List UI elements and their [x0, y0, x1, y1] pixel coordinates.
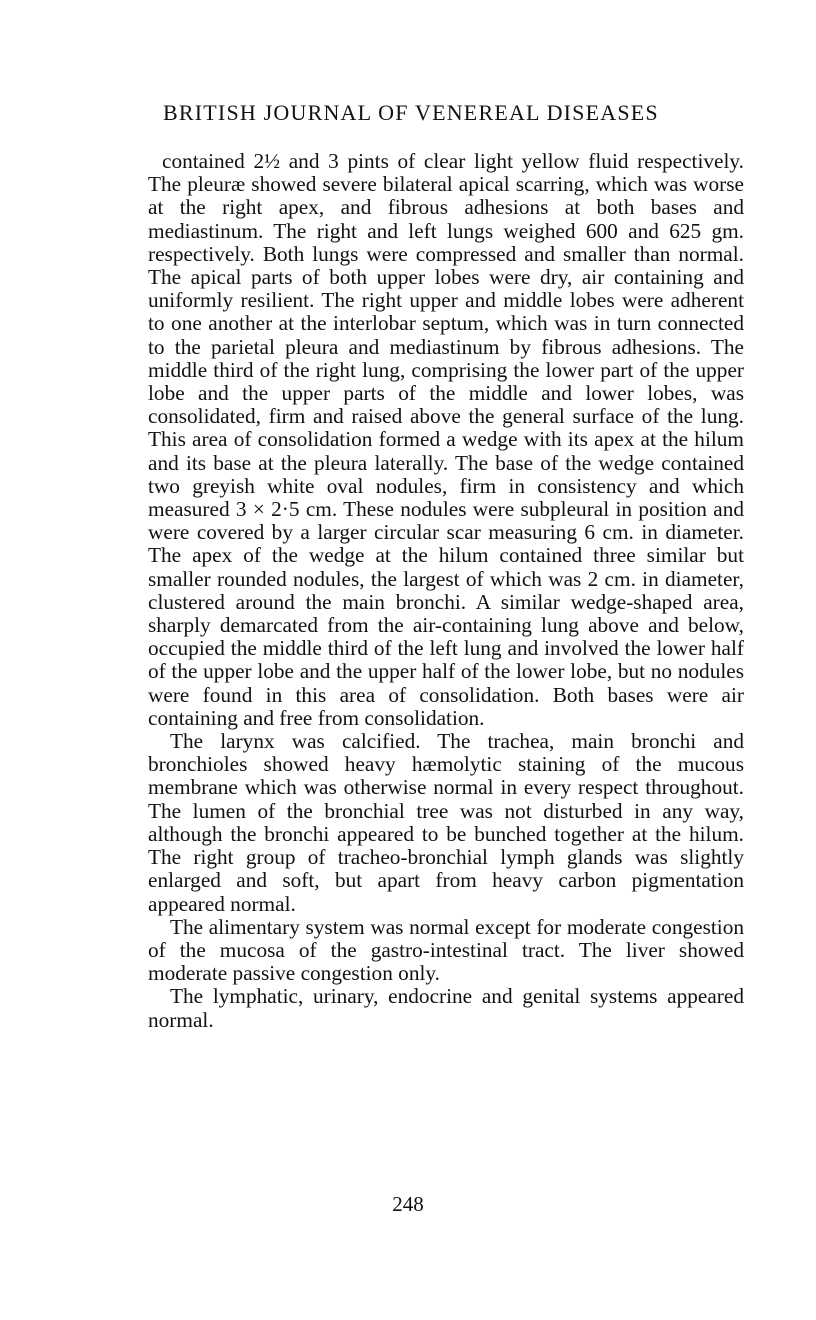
paragraph-larynx: The larynx was calcified. The trachea, main bronchi and bronchioles showed heavy hæmolytic staining of the mucous membrane which was otherwise normal in every respect throughout. The lumen of the bronchial tree was not disturbed in any way, although the bronchi appeared to be bunched together at the hilum. The right group of tracheo-bronchial lymph glands was slightly enlarged and soft, but apart from heavy carbon pigmentation appeared normal. [148, 729, 744, 916]
running-head: BRITISH JOURNAL OF VENEREAL DISEASES [163, 100, 659, 125]
paragraph-alimentary: The alimentary system was normal except for moderate congestion of the mucosa of the gastro-intestinal tract. The liver showed moderate passive congestion only. [148, 914, 744, 986]
body-text [148, 150, 744, 1032]
paragraph-lungs: contained 2½ and 3 pints of clear light yellow fluid respectively. The pleuræ showed severe bilateral apical scarring, which was worse at the right apex, and fibrous adhesions at both bases and mediastinum. The right and left lungs weighed 600 and 625 gm. respectively. Both lungs were compressed and smaller than normal. The apical parts of both upper lobes were dry, air containing and uniformly resilient. The right upper and middle lobes were adherent to one another at the interlobar septum, which was in turn connected to the parietal pleura and mediastinum by fibrous adhesions. The middle third of the right lung, comprising the lower part of the upper lobe and the upper parts of the middle and lower lobes, was consolidated, firm and raised above the general surface of the lung. This area of consolidation formed a wedge with its apex at the hilum and its base at the pleura laterally. The base of the wedge contained two greyish white oval nodules, firm in consistency and which measured 3 × 2·5 cm. These nodules were subpleural in position and were covered by a larger circular scar measuring 6 cm. in diameter. The apex of the wedge at the hilum contained three similar but smaller rounded nodules, the largest of which was 2 cm. in diameter, clustered around the main bronchi. A similar wedge-shaped area, sharply demarcated from the air-containing lung above and below, occupied the middle third of the left lung and involved the lower half of the upper lobe and the upper half of the lower lobe, but no nodules were found in this area of consolidation. Both bases were air containing and free from consolidation. [148, 149, 744, 730]
page-number: 248 [392, 1192, 424, 1216]
paragraph-lymphatic: The lymphatic, urinary, endocrine and genital systems appeared normal. [148, 984, 744, 1032]
